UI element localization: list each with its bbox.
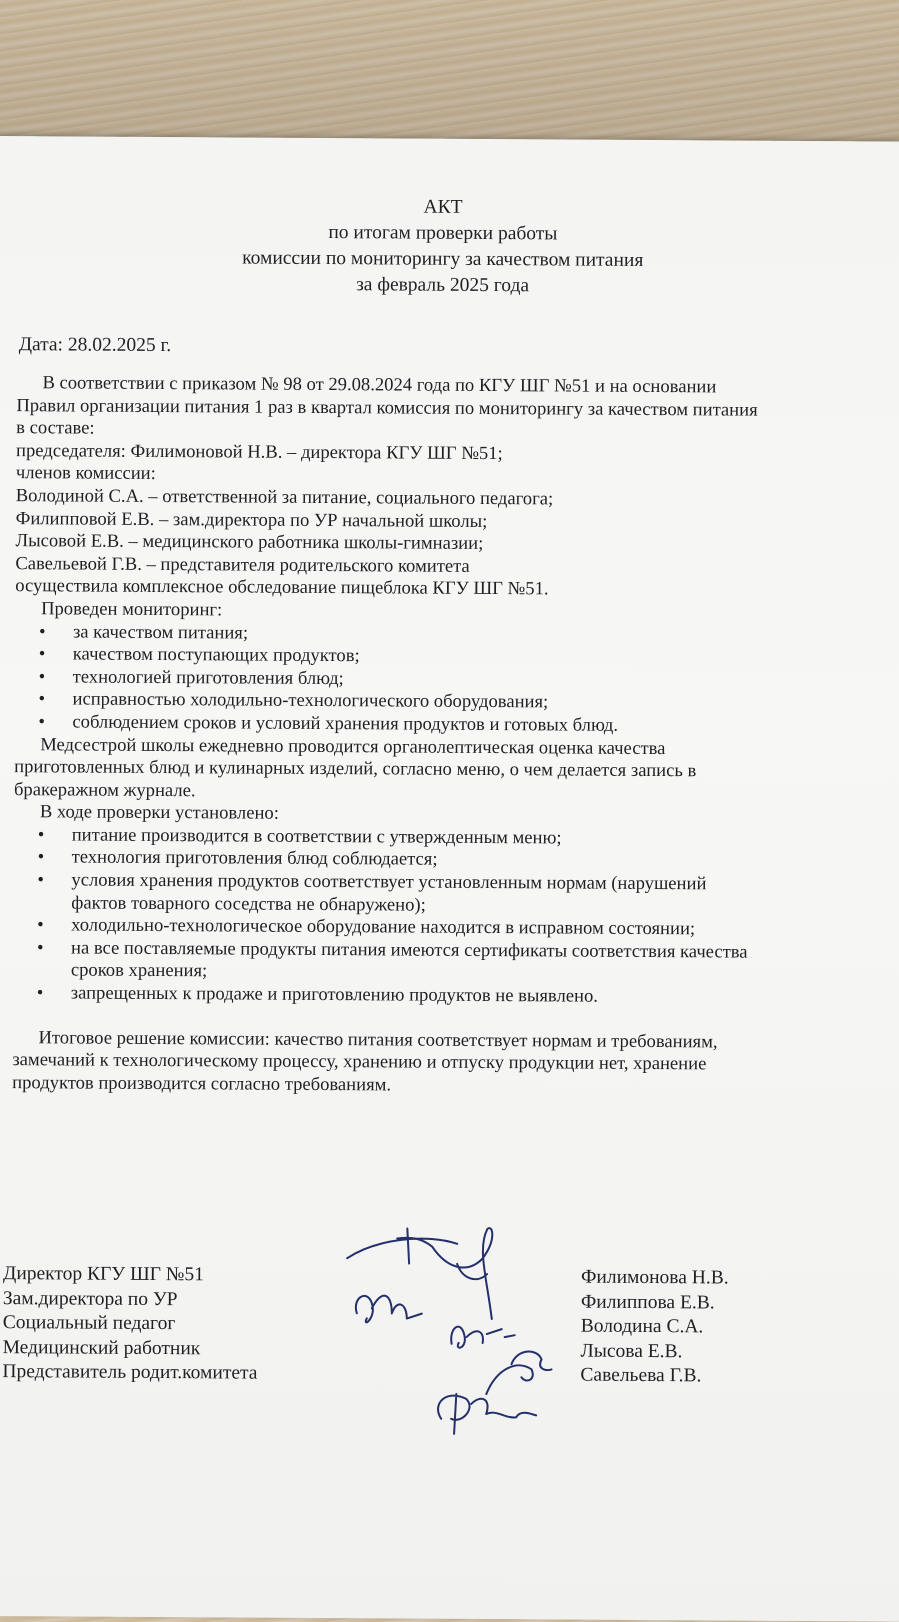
list-item: • качеством поступающих продуктов; xyxy=(15,643,895,671)
list-item-text: фактов товарного соседства не обнаружено); xyxy=(71,892,426,916)
document-date: Дата: 28.02.2025 г. xyxy=(18,334,172,357)
list-item xyxy=(13,937,893,988)
signatory-role: Представитель родит.комитета xyxy=(2,1361,258,1384)
monitoring-list xyxy=(14,621,895,739)
list-item-text: сроков хранения; xyxy=(70,959,208,982)
signatory-role: Директор КГУ ШГ №51 xyxy=(2,1263,205,1286)
list-item: • исправностью холодильно-технологического оборудования; xyxy=(14,688,894,716)
list-item-text: запрещенных к продаже и приготовлению продуктов не выявлено. xyxy=(70,982,598,1007)
findings-heading: В ходе проверки установлено: xyxy=(39,801,279,825)
member-line: Володиной С.А. – ответственной за питание, социального педагога; xyxy=(15,485,554,510)
signatory-name: Володина С.А. xyxy=(580,1315,704,1338)
document-title: АКТ xyxy=(423,196,463,218)
nurse-paragraph-line: приготовленных блюд и кулинарных изделий, согласно меню, о чем делается запись в xyxy=(14,756,697,782)
member-line: Филипповой Е.В. – зам.директора по УР начальной школы; xyxy=(15,507,488,532)
list-item-text: питание производится в соответствии с утвержденным меню; xyxy=(71,824,562,849)
member-line: Лысовой Е.В. – медицинского работника школы-гимназии; xyxy=(15,530,484,555)
document-subtitle-1: по итогам проверки работы xyxy=(328,222,558,245)
list-item-text: • условия хранения продуктов соответствует установленным нормам (нарушений xyxy=(71,869,707,895)
signatory-role: Медицинский работник xyxy=(2,1336,201,1359)
list-item: • соблюдением сроков и условий хранения продуктов и готовых блюд. xyxy=(14,711,894,739)
signatory-name: Савельева Г.В. xyxy=(580,1364,702,1387)
signatory-name: Филиппова Е.В. xyxy=(580,1291,715,1313)
signatory-name: Лысова Е.В. xyxy=(580,1340,683,1362)
document-subtitle-3: за февраль 2025 года xyxy=(356,274,530,297)
list-item-text: технология приготовления блюд соблюдается; xyxy=(71,846,438,871)
members-label: членов комиссии: xyxy=(15,462,156,485)
intro-line: в составе: xyxy=(16,417,95,439)
list-item xyxy=(13,869,893,920)
document-header xyxy=(0,192,893,301)
member-line: Савельевой Г.В. – представителя родительского комитета xyxy=(15,552,470,577)
nurse-paragraph-line: Медсестрой школы ежедневно проводится органолептическая оценка качества xyxy=(40,733,666,759)
list-item-text: • на все поставляемые продукты питания имеются сертификаты соответствия качества xyxy=(70,937,748,963)
list-item-text: холодильно-технологическое оборудование находится в исправном состоянии; xyxy=(71,914,696,940)
document-body xyxy=(12,372,896,1100)
wooden-table-background xyxy=(0,0,899,150)
findings-list xyxy=(13,824,894,1010)
signatory-role: Социальный педагог xyxy=(2,1312,176,1335)
intro-line: Правил организации питания 1 раз в квартал комиссия по мониторингу за качеством питания xyxy=(16,394,758,421)
signature-parent-rep xyxy=(438,1394,536,1435)
decision-line: Итоговое решение комиссии: качество питания соответствует нормам и требованиям, xyxy=(38,1026,718,1053)
list-item: • за качеством питания; xyxy=(15,621,895,649)
decision-line: замечаний к технологическому процессу, хранению и отпуску продукции нет, хранение xyxy=(12,1049,707,1075)
monitoring-heading: Проведен мониторинг: xyxy=(41,598,223,621)
commission-chair: председателя: Филимоновой Н.В. – директора КГУ ШГ №51; xyxy=(16,439,503,464)
decision-line: продуктов производится согласно требованиям. xyxy=(12,1071,392,1096)
list-item: • технологией приготовления блюд; xyxy=(15,666,895,694)
intro-conclusion: осуществила комплексное обследование пищеблока КГУ ШГ №51. xyxy=(15,575,549,600)
signatory-name: Филимонова Н.В. xyxy=(580,1266,729,1289)
document-subtitle-2: комиссии по мониторингу за качеством питания xyxy=(242,247,644,271)
document-sheet xyxy=(0,136,899,1622)
signatory-row xyxy=(2,1360,882,1390)
signatory-role: Зам.директора по УР xyxy=(2,1287,178,1310)
signatories-block xyxy=(2,1262,883,1390)
nurse-paragraph-line: бракеражном журнале. xyxy=(13,778,196,801)
intro-line: В соответствии с приказом № 98 от 29.08.2024 года по КГУ ШГ №51 и на основании xyxy=(42,372,717,398)
